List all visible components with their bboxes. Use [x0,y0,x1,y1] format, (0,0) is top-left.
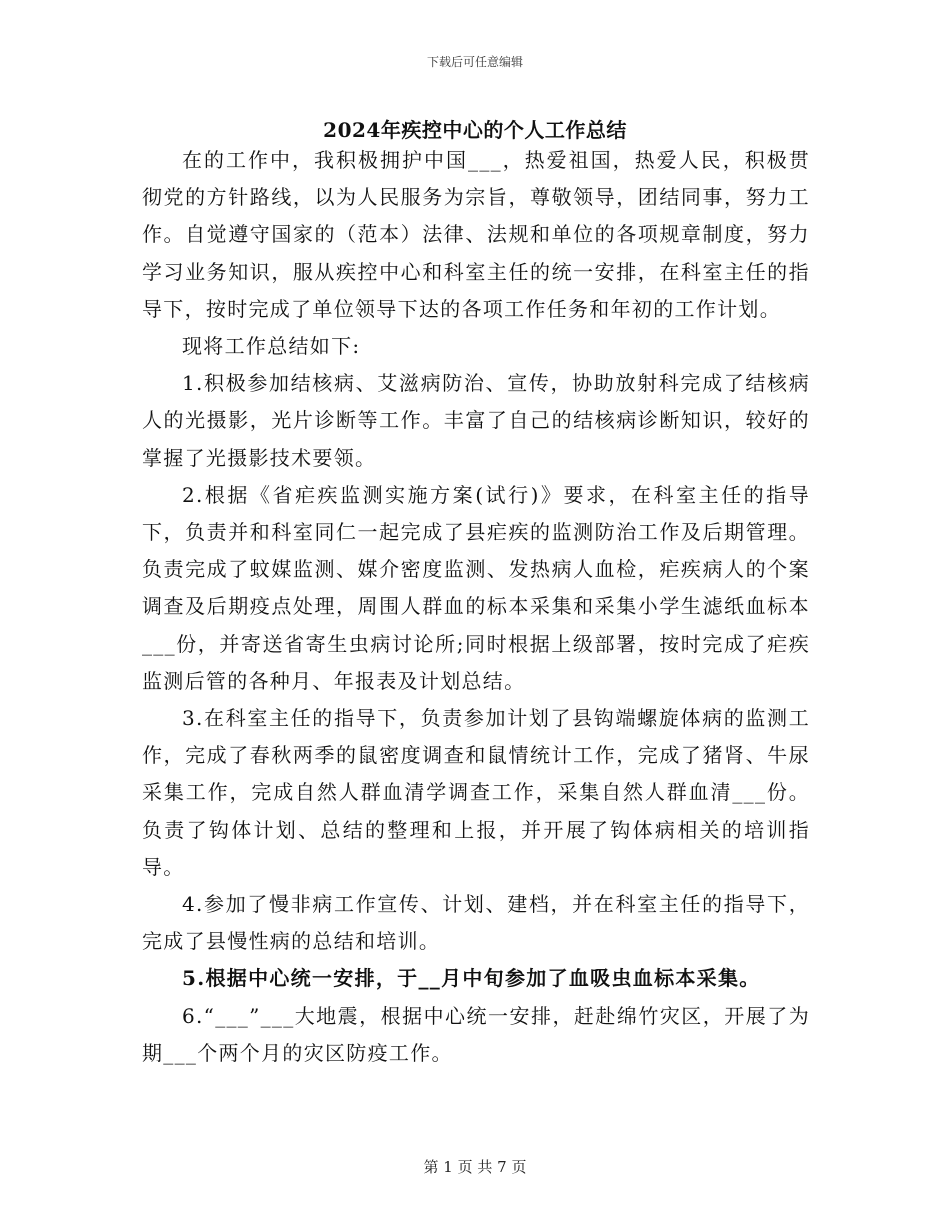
paragraph-summary-lead: 现将工作总结如下: [182,334,361,359]
paragraph-item-6: 6.“___”___大地震，根据中心统一安排，赶赴绵竹灾区，开展了为期___个两个月的灾区防疫工作。 [142,1003,810,1065]
document-body [142,142,810,1072]
header-note: 下载后可任意编辑 [426,55,523,69]
document-title: 2024年疾控中心的个人工作总结 [323,118,627,142]
paragraph-item-5: 5.根据中心统一安排，于__月中旬参加了血吸虫血标本采集。 [182,966,761,991]
paragraph-item-4: 4.参加了慢非病工作宣传、计划、建档，并在科室主任的指导下，完成了县慢性病的总结和培训。 [142,892,810,954]
paragraph-item-1: 1.积极参加结核病、艾滋病防治、宣传，协助放射科完成了结核病人的光摄影，光片诊断等工作。丰富了自己的结核病诊断知识，较好的掌握了光摄影技术要领。 [142,371,810,470]
page-footer: 第 1 页 共 7 页 [423,1158,527,1176]
paragraph-intro: 在的工作中，我积极拥护中国___，热爱祖国，热爱人民，积极贯彻党的方针路线，以为人民服务为宗旨，尊敬领导，团结同事，努力工作。自觉遵守国家的（范本）法律、法规和单位的各项规章制度，努力学习业务知识，服从疾控中心和科室主任的统一安排，在科室主任的指导下，按时完成了单位领导下达的各项工作任务和年初的工作计划。 [142,148,810,321]
paragraph-item-3: 3.在科室主任的指导下，负责参加计划了县钩端螺旋体病的监测工作，完成了春秋两季的鼠密度调查和鼠情统计工作，完成了猪肾、牛尿采集工作，完成自然人群血清学调查工作，采集自然人群血清___份。负责了钩体计划、总结的整理和上报，并开展了钩体病相关的培训指导。 [142,706,810,879]
paragraph-item-2: 2.根据《省疟疾监测实施方案(试行)》要求，在科室主任的指导下，负责并和科室同仁一起完成了县疟疾的监测防治工作及后期管理。负责完成了蚊媒监测、媒介密度监测、发热病人血检，疟疾病人的个案调查及后期疫点处理，周围人群血的标本采集和采集小学生滤纸血标本___份，并寄送省寄生虫病讨论所;同时根据上级部署，按时完成了疟疾监测后管的各种月、年报表及计划总结。 [142,482,810,693]
